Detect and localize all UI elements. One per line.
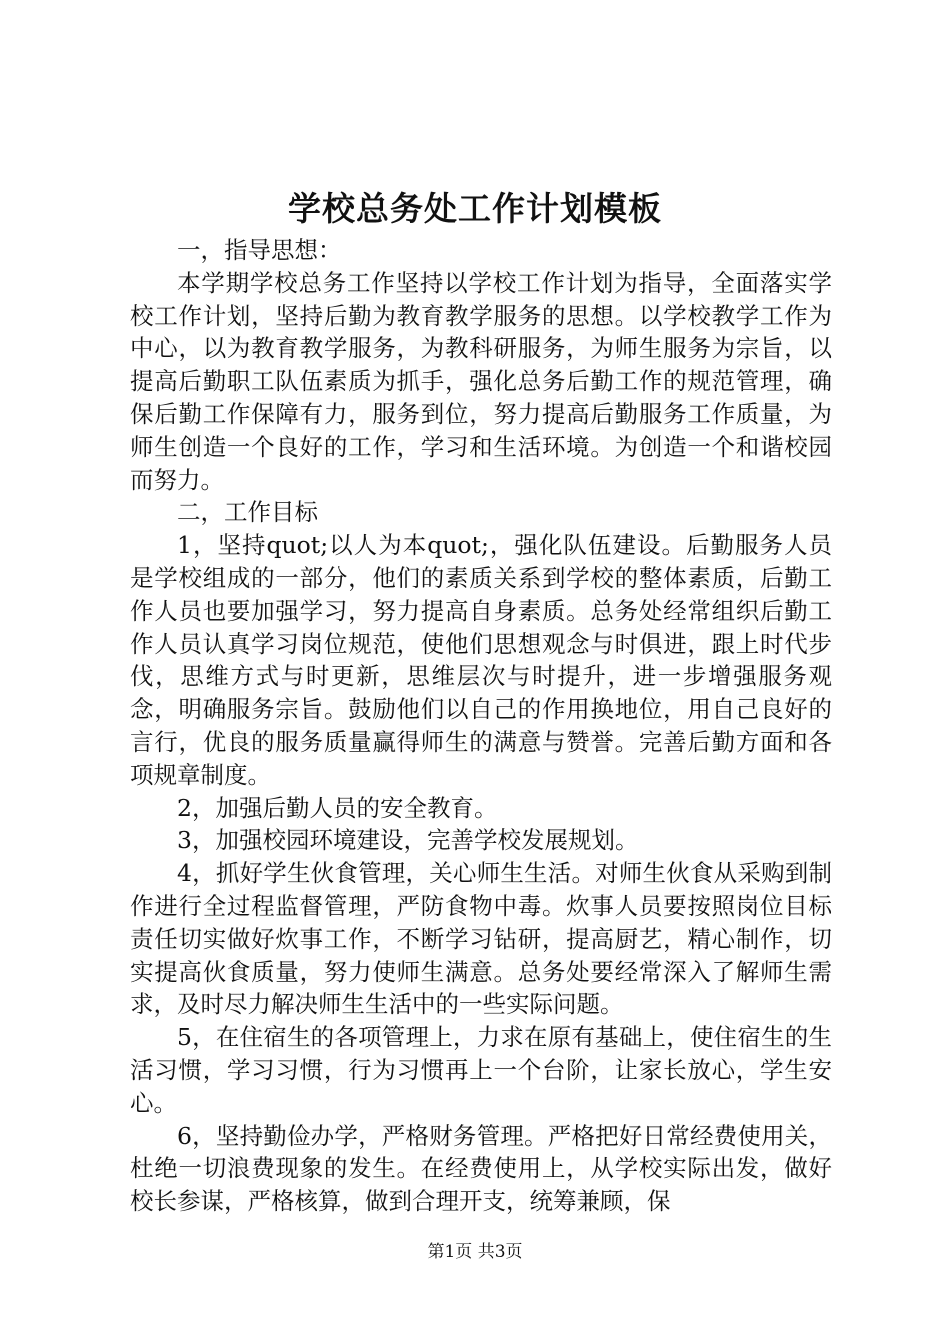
document-body — [130, 234, 832, 1218]
section-heading-guiding-thought: 一，指导思想： — [177, 236, 342, 264]
page-footer: 第1页 共3页 — [427, 1242, 523, 1262]
paragraph-goal-1: 1，坚持quot;以人为本quot;，强化队伍建设。后勤服务人员是学校组成的一部分，他们的素质关系到学校的整体素质，后勤工作人员也要加强学习，努力提高自身素质。总务处经常组织后勤工作人员认真学习岗位规范，使他们思想观念与时俱进，跟上时代步伐，思维方式与时更新，思维层次与时提升，进一步增强服务观念，明确服务宗旨。鼓励他们以自己的作用换地位，用自己良好的言行，优良的服务质量赢得师生的满意与赞誉。完善后勤方面和各项规章制度。 — [130, 531, 832, 789]
paragraph-goal-2: 2，加强后勤人员的安全教育。 — [177, 793, 498, 822]
paragraph-goal-3: 3，加强校园环境建设，完善学校发展规划。 — [177, 826, 639, 855]
paragraph-goal-6: 6，坚持勤俭办学，严格财务管理。严格把好日常经费使用关，杜绝一切浪费现象的发生。在经费使用上，从学校实际出发，做好校长参谋，严格核算，做到合理开支，统筹兼顾，保 — [130, 1121, 832, 1216]
paragraph-goal-4: 4，抓好学生伙食管理，关心师生生活。对师生伙食从采购到制作进行全过程监督管理，严防食物中毒。炊事人员要按照岗位目标责任切实做好炊事工作，不断学习钻研，提高厨艺，精心制作，切实提高伙食质量，努力使师生满意。总务处要经常深入了解师生需求，及时尽力解决师生生活中的一些实际问题。 — [130, 859, 832, 1019]
paragraph-goal-5: 5，在住宿生的各项管理上，力求在原有基础上，使住宿生的生活习惯，学习习惯，行为习惯再上一个台阶，让家长放心，学生安心。 — [130, 1023, 832, 1117]
document-title: 学校总务处工作计划模板 — [288, 189, 662, 228]
paragraph-guiding-thought: 本学期学校总务工作坚持以学校工作计划为指导，全面落实学校工作计划，坚持后勤为教育教学服务的思想。以学校教学工作为中心，以为教育教学服务，为教科研服务，为师生服务为宗旨，以提高后勤职工队伍素质为抓手，强化总务后勤工作的规范管理，确保后勤工作保障有力，服务到位，努力提高后勤服务工作质量，为师生创造一个良好的工作，学习和生活环境。为创造一个和谐校园而努力。 — [130, 268, 832, 494]
section-heading-work-goals: 二，工作目标 — [177, 498, 318, 527]
